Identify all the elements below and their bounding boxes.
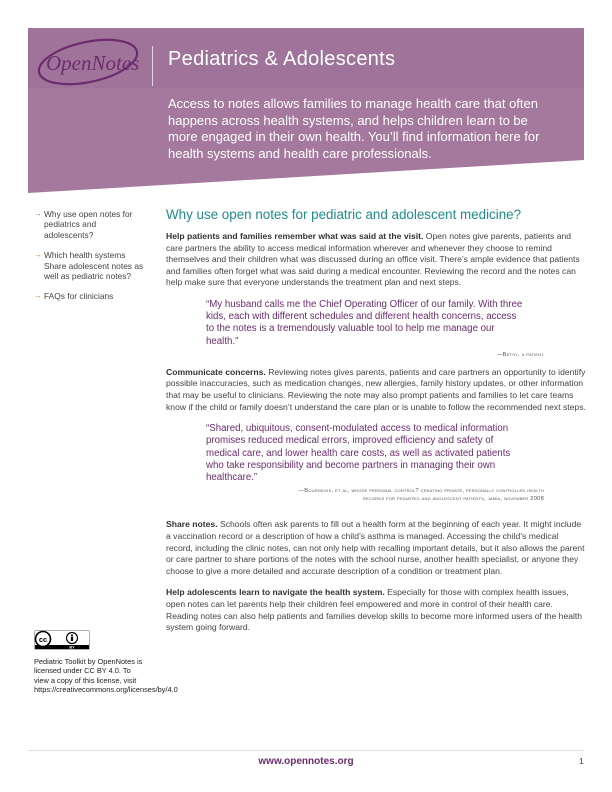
paragraph-share [166,519,586,577]
paragraph-lead: Communicate concerns. [166,366,266,377]
page-number: 1 [579,756,584,766]
attribution-line: records for pediatric and adolescent patients, jamia, november 2008 [362,495,544,502]
svg-text:BY: BY [69,645,75,650]
footer-link[interactable]: www.opennotes.org [258,756,354,767]
paragraph-lead: Help adolescents learn to navigate the health system. [166,587,385,598]
svg-text:cc: cc [38,634,48,644]
sidebar-item-label: Which health systems Share adolescent notes as well as pediatric notes? [44,250,144,282]
quote-attribution [166,488,586,503]
header-banner [28,28,584,193]
page-title: Pediatrics & Adolescents [168,48,396,70]
footer-divider [28,750,584,751]
sidebar-item-why-use[interactable] [34,209,144,240]
sidebar-item-faqs[interactable] [34,291,144,301]
pull-quote: “My husband calls me the Chief Operating Officer of our family. With three kids, each with different schedules and different health concerns, access to the notes is a tremendously valuable tool to help me manage our health.” [206,298,523,347]
main-content [166,207,586,644]
paragraph-body: Reviewing notes gives parents, patients and care partners an opportunity to identify possible inaccuracies, such as medication changes, new allergies, family history updates, or other information that may be useful to clinicians. Reviewing the note may also prompt patients and families to let care teams know if the child or family doesn’t understand the care plan or is unable to follow the recommended next steps. [166,366,586,412]
arrow-right-icon: → [34,291,42,301]
paragraph-body: Especially for those with complex health issues, open notes can let parents help their children feel empowered and more in control of their health care. Reading notes can also help patients and families develop skills to become more informed users of the health system going forward. [166,587,583,633]
quote-attribution: —Betsy, a patient [496,351,544,358]
opennotes-logo [36,38,146,86]
arrow-right-icon: → [34,209,42,218]
paragraph-communicate [166,367,586,413]
paragraph-lead: Share notes. [166,519,218,530]
paragraph-remember [166,231,586,289]
attribution-line: —Bourgeois, et al, whose personal control? creating private, personally controlled health [298,488,544,495]
sidebar-item-label: FAQs for clinicians [44,291,114,302]
paragraph-navigate [166,587,586,633]
cc-by-badge-icon[interactable] [34,630,90,650]
paragraph-body: Schools often ask parents to fill out a health form at the beginning of each year. It might include a vaccination record or a description of how a child’s asthma is managed. Accessing the child’s medical record, including the clinic notes, can not only help with recalling important details, but it also allows the parent or care partner to share portions of the notes with the school nurse, another health specialist, or anyone they choose to give a more detailed and accurate description of a condition or treatment plan. [166,519,585,576]
header-divider [152,46,153,86]
paragraph-lead: Help patients and families remember what was said at the visit. [166,231,424,241]
sidebar-nav [34,209,144,312]
paragraph-body: Open notes give parents, patients and care partners the ability to access medical information wherever and whenever they choose to remind themselves and their children what was discussed during an office visit. There’s ample evidence that patients and families often forget what was said during a medical encounter. Reviewing the record and the notes can help make sure that everyone understands the treatment plan and next steps. [166,231,580,288]
intro-text: Access to notes allows families to manage health care that often happens across health systems, and helps children learn to be more engaged in their own health. You’ll find information here for health systems and health care professionals. [168,96,540,161]
sidebar-item-label: Why use open notes for pediatrics and adolescents? [44,209,133,240]
section-title: Why use open notes for pediatric and adolescent medicine? [166,207,522,222]
arrow-right-icon: → [34,250,42,260]
svg-text:OpenNotes: OpenNotes [46,51,140,75]
pull-quote: “Shared, ubiquitous, consent-modulated access to medical information promises reduced medical errors, improved efficiency and safety of medical care, and lower health care costs, as well as activated patients who take responsibility and become partners in managing their own healthcare.” [206,423,511,483]
sidebar-item-which-systems[interactable] [34,250,144,281]
license-text: Pediatric Toolkit by OpenNotes is licensed under CC BY 4.0. To view a copy of this license, visit https://creativecommons.org/licenses/by/4.0 [34,657,178,695]
